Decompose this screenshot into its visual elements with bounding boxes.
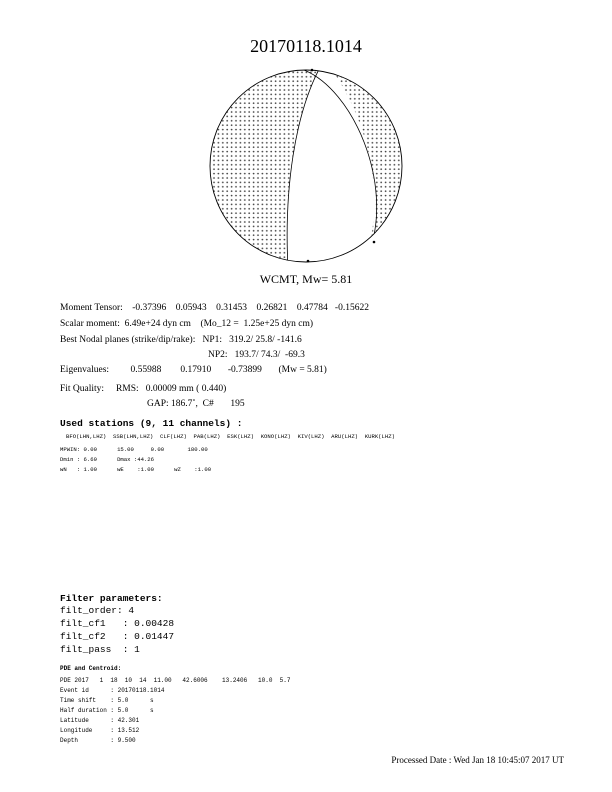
b-axis-marker <box>307 260 310 263</box>
compressional-quadrant-west <box>208 62 323 268</box>
moment-tensor-values: -0.37396 0.05943 0.31453 0.26821 0.47784 -0.15622 <box>132 303 369 313</box>
filter-header: Filter parameters: <box>60 593 163 604</box>
np2-value: NP2: 193.7/ 74.3/ -69.3 <box>208 350 305 360</box>
pde-line: Latitude : 42.301 <box>60 717 140 724</box>
np1-value: NP1: 319.2/ 25.8/ -141.6 <box>202 335 302 345</box>
p-axis-marker <box>311 69 314 72</box>
used-stations-header: Used stations (9, 11 channels) : <box>60 418 243 429</box>
fit-quality-line2: GAP: 186.7˚, C# 195 <box>147 399 245 409</box>
moment-tensor-label: Moment Tensor: <box>60 303 123 313</box>
nodal-planes-label: Best Nodal planes (strike/dip/rake): <box>60 335 196 345</box>
pde-line: Longitude : 13.512 <box>60 727 140 734</box>
moment-tensor-row <box>60 303 369 313</box>
pde-line: Half duration : 5.0 s <box>60 707 154 714</box>
focal-mechanism-beachball <box>208 62 404 268</box>
page-title: 20170118.1014 <box>250 36 362 56</box>
scalar-moment: Scalar moment: 6.49e+24 dyn cm (Mo_12 = 1.25e+25 dyn cm) <box>60 319 314 329</box>
nodal-planes-row <box>60 335 302 345</box>
pde-line: PDE 2017 1 18 10 14 11.00 42.6006 13.2406 10.0 5.7 <box>60 677 291 684</box>
pde-line: Depth : 9.500 <box>60 737 136 744</box>
compressional-quadrant-east <box>326 62 404 268</box>
dmin-line: Dmin : 6.69 Dmax :44.26 <box>60 456 154 463</box>
filter-line: filt_pass : 1 <box>60 644 140 655</box>
mpwin-line: MPWIN: 0.00 15.00 0.00 180.00 <box>60 446 208 453</box>
weights-line: wN : 1.00 wE :1.00 wZ :1.00 <box>60 466 212 473</box>
processed-date: Processed Date : Wed Jan 18 10:45:07 2017 UT <box>391 755 564 765</box>
t-axis-marker <box>373 241 376 244</box>
filter-line: filt_cf1 : 0.00428 <box>60 618 175 629</box>
station-list: BFO(LHN,LHZ) SSB(LHN,LHZ) CLF(LHZ) PAB(LHZ) ESK(LHZ) KONO(LHZ) KIV(LHZ) ARU(LHZ) KURK(LHZ) <box>66 433 395 440</box>
filter-line: filt_order: 4 <box>60 605 135 616</box>
fit-quality-line1: Fit Quality: RMS: 0.00009 mm ( 0.440) <box>60 384 227 394</box>
pde-line: Time shift : 5.0 s <box>60 697 154 704</box>
eigenvalues: Eigenvalues: 0.55988 0.17910 -0.73899 (Mw = 5.81) <box>60 365 327 375</box>
pde-header: PDE and Centroid: <box>60 665 122 672</box>
filter-line: filt_cf2 : 0.01447 <box>60 631 175 642</box>
beachball-label: WCMT, Mw= 5.81 <box>259 272 353 286</box>
pde-line: Event id : 20170118.1014 <box>60 687 165 694</box>
